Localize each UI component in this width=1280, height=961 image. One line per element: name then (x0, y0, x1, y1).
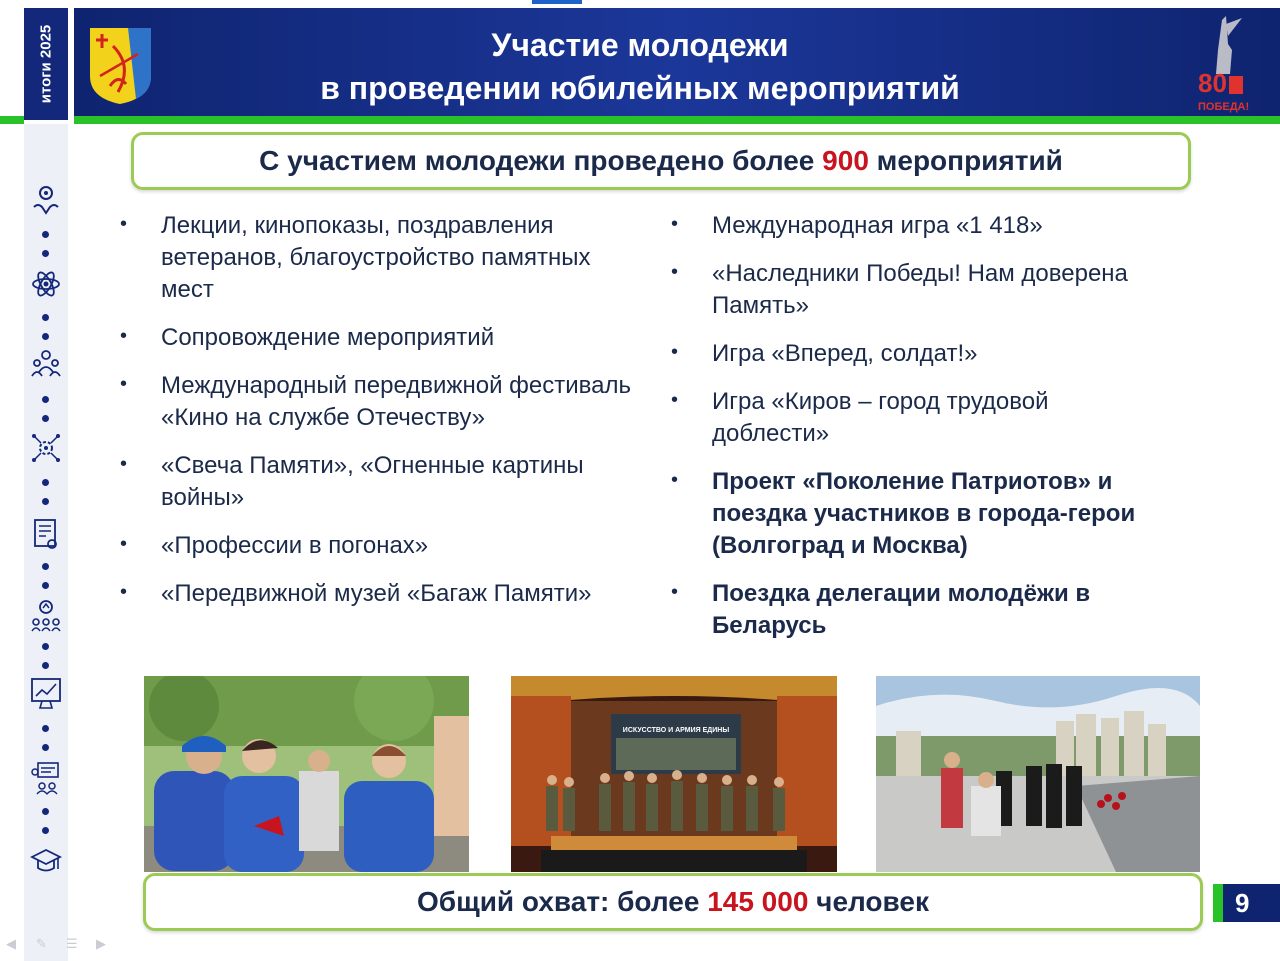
coverage-number: 145 000 (707, 886, 809, 917)
sidebar-dot (42, 744, 49, 751)
photo-stage-event (511, 676, 837, 872)
page-number: 9 (1235, 888, 1250, 918)
gears-hands-icon (30, 183, 62, 219)
list-item: Игра «Киров – город трудовой доблести» (712, 388, 1049, 447)
page-title-line1: Участие молодежи (491, 27, 789, 63)
list-item: Международный передвижной фестиваль «Кино на службе Отечеству» (161, 372, 631, 431)
summary-box (131, 132, 1191, 190)
list-item: Проект «Поколение Патриотов» и поездка участников в города-герои (Волгоград и Москва) (712, 468, 1136, 559)
bullet: • (671, 213, 679, 235)
people-group-icon (30, 346, 62, 382)
summary-prefix: С участием молодежи проведено более (259, 145, 823, 176)
menu-icon[interactable]: ☰ (66, 936, 78, 951)
sidebar-dot (42, 725, 49, 732)
sidebar-dot (42, 582, 49, 589)
sidebar-dot (42, 314, 49, 321)
network-gear-icon (30, 430, 62, 466)
list-item: Поездка делегации молодёжи в Беларусь (712, 580, 1091, 639)
sidebar-year-label: итоги 2025 (37, 24, 55, 104)
top-accent-line (532, 0, 582, 4)
header-green-stripe (0, 116, 24, 124)
svg-text:80: 80 (1198, 68, 1227, 98)
stage-banner-text: ИСКУССТВО И АРМИЯ ЕДИНЫ (622, 727, 730, 734)
summary-number: 900 (822, 145, 869, 176)
photo-memorial (876, 676, 1200, 872)
coverage-prefix: Общий охват: более (417, 886, 708, 917)
list-item: Международная игра «1 418» (712, 212, 1043, 239)
svg-text:ПОБЕДА!: ПОБЕДА! (1198, 101, 1250, 113)
presentation-people-icon (30, 760, 62, 796)
sidebar-dot (42, 396, 49, 403)
bullet: • (120, 213, 128, 235)
bullet: • (120, 373, 128, 395)
bullet: • (671, 389, 679, 411)
list-item: «Наследники Победы! Нам доверена Память» (712, 260, 1128, 319)
summary-suffix: мероприятий (868, 145, 1063, 176)
atom-icon (30, 266, 62, 302)
list-item: Сопровождение мероприятий (161, 324, 495, 351)
photo-volunteers (144, 676, 469, 872)
coverage-suffix: человек (808, 886, 929, 917)
sidebar-dot (42, 231, 49, 238)
bullet: • (120, 581, 128, 603)
sidebar-dot (42, 333, 49, 340)
next-slide-icon[interactable]: ▶ (96, 936, 106, 951)
monitor-analytics-icon (30, 676, 62, 712)
certificate-icon (30, 517, 62, 553)
list-item: «Свеча Памяти», «Огненные картины войны» (161, 452, 584, 511)
sidebar-dot (42, 643, 49, 650)
header-green-stripe (74, 116, 1280, 124)
sidebar-dot (42, 498, 49, 505)
sidebar-dot (42, 662, 49, 669)
graduation-cap-icon (30, 843, 62, 879)
page-number-accent (1213, 884, 1223, 922)
sidebar-dot (42, 415, 49, 422)
page-title (240, 24, 1040, 110)
bullet: • (671, 581, 679, 603)
sidebar-dot (42, 563, 49, 570)
bullet: • (671, 261, 679, 283)
bullet: • (120, 453, 128, 475)
prev-slide-icon[interactable]: ◀ (6, 936, 16, 951)
sidebar-dot (42, 250, 49, 257)
pen-icon[interactable]: ✎ (36, 936, 47, 951)
sidebar-dot (42, 827, 49, 834)
80-pobeda-icon (1196, 14, 1250, 114)
kirov-coat-of-arms-icon (88, 26, 153, 105)
bullet: • (120, 533, 128, 555)
coverage-box (143, 873, 1203, 931)
list-item: Игра «Вперед, солдат!» (712, 340, 978, 367)
page-title-line2: в проведении юбилейных мероприятий (320, 70, 960, 106)
list-item: Лекции, кинопоказы, поздравления ветеранов, благоустройство памятных мест (161, 212, 591, 303)
bullet: • (120, 325, 128, 347)
list-item: «Профессии в погонах» (161, 532, 429, 559)
sidebar-dot (42, 479, 49, 486)
list-item: «Передвижной музей «Багаж Памяти» (161, 580, 592, 607)
page-number-badge (1213, 884, 1280, 922)
bullet: • (671, 341, 679, 363)
team-growth-icon (30, 598, 62, 634)
bullet: • (671, 469, 679, 491)
sidebar-year-tab (24, 8, 68, 120)
sidebar-dot (42, 808, 49, 815)
